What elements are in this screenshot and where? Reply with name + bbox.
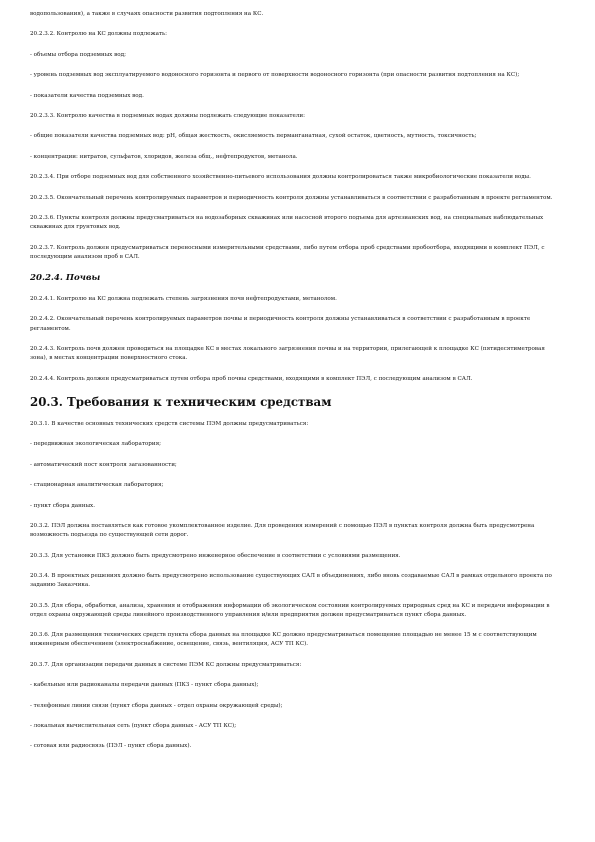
paragraph: 20.3.7. Для организации передачи данных в системе ПЭМ КС должны предусматриваться: [30,661,302,668]
paragraph: 20.2.3.2. Контролю на КС должны подлежать: [30,31,167,38]
list-item: - концентрации: нитратов, сульфатов, хлоридов, железа общ., нефтепродуктов, метанола. [30,153,298,160]
list-item: - объемы отбора подземных вод; [30,51,126,58]
section-heading: 20.3. Требования к техническим средствам [30,395,332,410]
paragraph: 20.2.3.5. Окончательный перечень контролируемых параметров и периодичность контроля должны устанавливаться в соответствии с разработанным в проекте регламентом. [30,194,553,201]
list-item: - общие показатели качества подземных вод: pH, общая жесткость, окисляемость перманганатная, сухой остаток, цветность, мутность, токсичность; [30,133,477,140]
paragraph: 20.2.3.3. Контролю качества в подземных водах должны подлежать следующие показатели: [30,112,305,119]
list-item: - сотовая или радиосвязь (ПЭЛ - пункт сбора данных). [30,743,192,750]
list-item: - уровень подземных вод эксплуатируемого водоносного горизонта и первого от поверхности водоносного горизонта (при опасности развития подтопления на КС); [30,72,520,79]
paragraph: 20.2.3.7. Контроль должен предусматриваться переносными измерительными средствами, либо путем отбора проб средствами пробоотбора, входящими в комплект ПЭЛ, с последующим анализом проб в САЛ. [30,244,545,260]
paragraph: 20.3.4. В проектных решениях должно быть предусмотрено использование существующих САЛ в объединениях, либо вновь создаваемые САЛ в рамках отдельного проекта по заданию Заказчика. [30,573,552,589]
list-item: - локальная вычислительная сеть (пункт сбора данных - АСУ ТП КС); [30,722,237,729]
list-item: - телефонные линии связи (пункт сбора данных - отдел охраны окружающей среды); [30,702,283,709]
paragraph: 20.3.6. Для размещения технических средств пункта сбора данных на площадке КС должно предусматриваться помещение площадью не менее 15 м с соответствующим инженерным обеспечением (электроснабжение, освещение, связь, вентиляция, АСУ ТП КС). [30,632,537,648]
list-item: - передвижная экологическая лаборатория; [30,441,162,448]
list-item: - показатели качества подземных вод. [30,92,144,99]
list-item: - автоматический пост контроля загазованности; [30,461,177,468]
paragraph: 20.2.3.4. При отборе подземных вод для собственного хозяйственно-питьевого использования должны контролироваться также микробиологические показатели воды. [30,174,531,181]
paragraph: 20.3.1. В качестве основных технических средств системы ПЭМ должны предусматриваться: [30,421,309,428]
subsection-heading: 20.2.4. Почвы [30,273,101,284]
list-item: - кабельные или радиоканалы передачи данных (ПКЗ - пункт сбора данных); [30,682,259,689]
paragraph: водопользования), а также в случаях опасности развития подтопления на КС. [30,11,264,17]
paragraph: 20.3.5. Для сбора, обработки, анализа, хранения и отображения информации об экологическом состоянии контролируемых природных сред на КС и передачи информации в отдел охраны окружающей среды линейного производственного управления и/или предприятия должен предусматриваться пункт сбора данных. [30,602,550,618]
paragraph: 20.2.3.6. Пункты контроля должны предусматриваться на водозаборных скважинах или насосной второго подъема для артезианских вод, на специальных наблюдательных скважинах для грунтовых вод. [30,214,544,231]
list-item: - пункт сбора данных. [30,502,95,509]
paragraph: 20.2.4.1. Контролю на КС должна подлежать степень загрязнения почв нефтепродуктами, метанолом. [30,296,337,303]
paragraph: 20.3.3. Для установки ПКЗ должно быть предусмотрено инженерное обеспечение в соответствии с условиями размещения. [30,552,401,559]
list-item: - стационарная аналитическая лаборатория; [30,482,164,489]
paragraph: 20.3.2. ПЭЛ должна поставляться как готовое укомплектованное изделие. Для проведения измерений с помощью ПЭЛ в пунктах контроля должна быть предусмотрена возможность подъезда по существующей сети дорог. [30,523,535,539]
paragraph: 20.2.4.4. Контроль должен предусматриваться путем отбора проб почвы средствами, входящими в комплект ПЭЛ, с последующим анализом в САЛ. [30,375,473,382]
paragraph: 20.2.4.3. Контроль почв должен проводиться на площадке КС в местах локального загрязнения почвы и на территории, прилегающей к площадке КС (пятидесятиметровая зона), в местах концентрации поверхностного стока. [30,346,545,362]
paragraph: 20.2.4.2. Окончательный перечень контролируемых параметров почвы и периодичность контроля должны устанавливаться в соответствии с разработанным в проекте регламентом. [30,316,531,332]
